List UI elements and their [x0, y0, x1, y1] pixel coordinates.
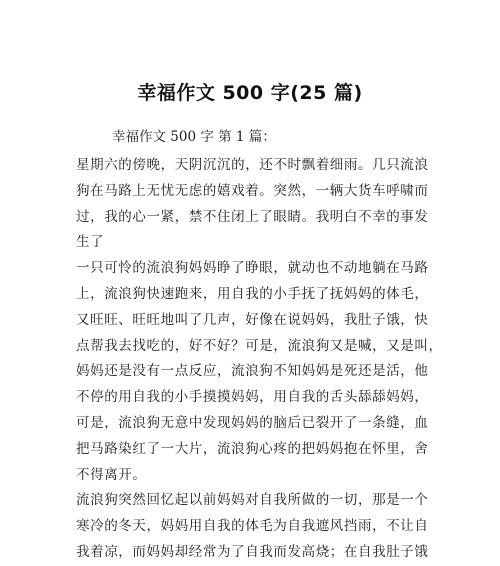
- body-line: 把马路染红了一大片，流浪狗心疼的把妈妈抱在怀里，舍: [76, 440, 429, 457]
- body-line: 不停的用自我的小手摸摸妈妈，用自我的舌头舔舔妈妈，: [76, 389, 429, 406]
- body-line: 狗在马路上无忧无虑的嬉戏着。突然，一辆大货车呼啸而: [76, 182, 429, 199]
- body-line: 不得离开。: [76, 466, 147, 483]
- document-title: 幸福作文 500 字(25 篇): [137, 82, 363, 104]
- body-line: 又旺旺、旺旺地叫了几声，好像在说妈妈，我肚子饿，快: [76, 311, 429, 328]
- section-heading: 幸福作文 500 字 第 1 篇：: [112, 129, 276, 145]
- body-line: 可是，流浪狗无意中发现妈妈的脑后已裂开了一条缝，血: [76, 415, 429, 431]
- body-line: 妈妈还是没有一点反应，流浪狗不知妈妈是死还是活，他: [76, 363, 429, 380]
- body-line: 寒冷的冬天，妈妈用自我的体毛为自我遮风挡雨，不让自: [76, 518, 429, 535]
- body-line: 我着凉，而妈妈却经常为了自我而发高烧；在自我肚子饿: [76, 544, 429, 560]
- body-line: 一只可怜的流浪狗妈妈睁了睁眼，就动也不动地躺在马路: [76, 260, 429, 277]
- body-line: 星期六的傍晚，天阴沉沉的，还不时飘着细雨。几只流浪: [76, 157, 429, 173]
- body-line: 上，流浪狗快速跑来，用自我的小手抚了抚妈妈的体毛，: [76, 286, 429, 302]
- body-line: 生了: [76, 234, 105, 251]
- body-line: 过，我的心一紧，禁不住闭上了眼睛。我明白不幸的事发: [76, 208, 429, 225]
- body-line: 流浪狗突然回忆起以前妈妈对自我所做的一切，那是一个: [76, 492, 429, 509]
- body-line: 点帮我去找吃的，好不好？可是，流浪狗又是喊，又是叫，: [76, 337, 443, 354]
